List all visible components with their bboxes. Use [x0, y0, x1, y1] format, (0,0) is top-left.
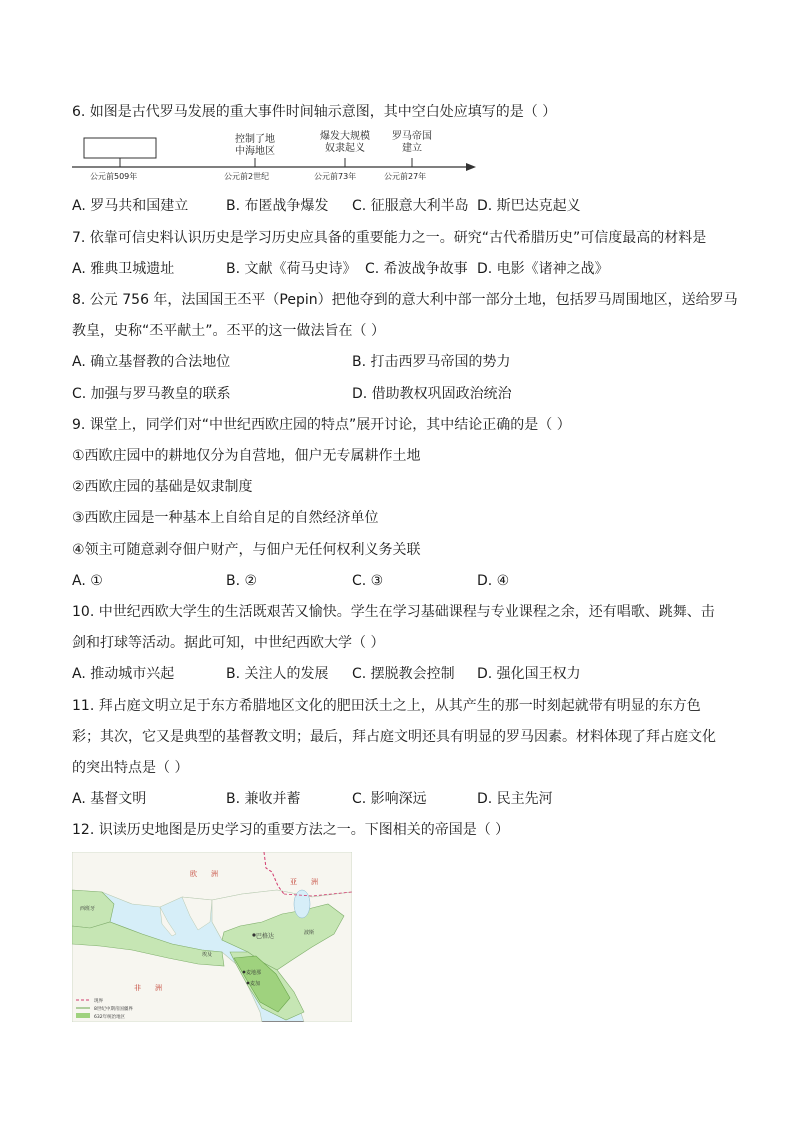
q11-option-d[interactable]: D. 民主先河: [477, 791, 553, 807]
mecca-dot: [247, 982, 250, 985]
label-egypt: 埃及: [202, 952, 213, 958]
label-africa: 非 洲: [134, 984, 162, 992]
axis-arrow-icon: [466, 163, 476, 171]
q11-stem-line3: 的突出特点是（ ）: [72, 760, 189, 776]
q9-option-d[interactable]: D. ④: [477, 573, 510, 589]
timeline-date-1: 公元前509年: [90, 172, 138, 181]
q8-stem-line1: 8. 公元 756 年，法国国王丕平（Pepin）把他夺到的意大利中部一部分土地，包括罗马周围地区，送给罗马: [72, 292, 738, 308]
legend-item-3: 632年统治地区: [94, 1015, 126, 1020]
label-baghdad: 巴格达: [256, 933, 275, 940]
q10-option-c[interactable]: C. 摆脱教会控制: [352, 666, 455, 682]
q8-option-c[interactable]: C. 加强与罗马教皇的联系: [72, 386, 231, 402]
empire-map: [72, 852, 352, 1022]
q6-stem: 6. 如图是古代罗马发展的重大事件时间轴示意图，其中空白处应填写的是（ ）: [72, 104, 557, 120]
caspian-sea: [294, 890, 310, 918]
q9-statement-2: ②西欧庄园的基础是奴隶制度: [72, 479, 253, 495]
q6-timeline: [72, 128, 482, 188]
timeline-event-3: 爆发大规模 奴隶起义: [320, 131, 370, 154]
label-europe: 欧 洲: [190, 870, 218, 878]
q6-option-c[interactable]: C. 征服意大利半岛: [352, 198, 469, 214]
label-asia: 亚 洲: [290, 878, 318, 886]
timeline-event-2: 控制了地 中海地区: [235, 134, 275, 157]
label-mecca: 麦加: [250, 981, 261, 987]
q10-option-d[interactable]: D. 强化国王权力: [477, 666, 581, 682]
legend-item-1: 现界: [94, 999, 103, 1004]
q9-stem: 9. 课堂上，同学们对“中世纪西欧庄园的特点”展开讨论，其中结论正确的是（ ）: [72, 417, 571, 433]
legend-item-2: 8世纪中期帝国疆界: [94, 1007, 133, 1012]
timeline-date-2: 公元前2世纪: [224, 172, 270, 181]
timeline-date-4: 公元前27年: [384, 172, 427, 181]
q9-statement-1: ①西欧庄园中的耕地仅分为自营地，佃户无专属耕作土地: [72, 448, 421, 464]
medina-dot: [243, 971, 246, 974]
q7-option-c[interactable]: C. 希波战争故事: [365, 261, 468, 277]
q9-statement-3: ③西欧庄园是一种基本上自给自足的自然经济单位: [72, 510, 379, 526]
q12-stem: 12. 识读历史地图是历史学习的重要方法之一。下图相关的帝国是（ ）: [72, 822, 510, 838]
q8-option-a[interactable]: A. 确立基督教的合法地位: [72, 354, 231, 370]
label-persia: 波斯: [304, 930, 315, 936]
q8-option-b[interactable]: B. 打击西罗马帝国的势力: [352, 354, 511, 370]
q11-option-b[interactable]: B. 兼收并蓄: [226, 791, 301, 807]
q9-option-a[interactable]: A. ①: [72, 573, 103, 589]
timeline-event-4: 罗马帝国 建立: [392, 131, 432, 154]
q10-stem-line1: 10. 中世纪西欧大学生的生活既艰苦又愉快。学生在学习基础课程与专业课程之余，还有唱歌、跳舞、击: [72, 604, 715, 620]
q11-stem-line2: 彩；其次，它又是典型的基督教文明；最后，拜占庭文明还具有明显的罗马因素。材料体现了拜占庭文化: [72, 729, 716, 745]
q7-stem: 7. 依靠可信史料认识历史是学习历史应具备的重要能力之一。研究“古代希腊历史”可信度最高的材料是: [72, 230, 707, 246]
q7-option-d[interactable]: D. 电影《诸神之战》: [477, 261, 609, 277]
q11-option-a[interactable]: A. 基督文明: [72, 791, 147, 807]
q6-option-d[interactable]: D. 斯巴达克起义: [477, 198, 581, 214]
q9-option-b[interactable]: B. ②: [226, 573, 258, 589]
q10-option-a[interactable]: A. 推动城市兴起: [72, 666, 175, 682]
timeline-date-3: 公元前73年: [314, 172, 357, 181]
q6-option-b[interactable]: B. 布匿战争爆发: [226, 198, 329, 214]
blank-box: [84, 138, 156, 158]
q6-option-a[interactable]: A. 罗马共和国建立: [72, 198, 189, 214]
q7-option-a[interactable]: A. 雅典卫城遗址: [72, 261, 175, 277]
q9-statement-4: ④领主可随意剥夺佃户财产，与佃户无任何权利义务关联: [72, 542, 421, 558]
q12-map: [72, 852, 352, 1022]
label-spain: 西班牙: [80, 906, 96, 912]
q8-stem-line2: 教皇，史称“丕平献土”。丕平的这一做法旨在（ ）: [72, 323, 385, 339]
q9-option-c[interactable]: C. ③: [352, 573, 384, 589]
q8-option-d[interactable]: D. 借助教权巩固政治统治: [352, 386, 512, 402]
q11-option-c[interactable]: C. 影响深远: [352, 791, 427, 807]
q10-stem-line2: 剑和打球等活动。据此可知，中世纪西欧大学（ ）: [72, 635, 385, 651]
label-medina: 麦地那: [246, 970, 262, 976]
q11-stem-line1: 11. 拜占庭文明立足于东方希腊地区文化的肥田沃土之上，从其产生的那一时刻起就带有明显的东方色: [72, 698, 701, 714]
q10-option-b[interactable]: B. 关注人的发展: [226, 666, 329, 682]
q7-option-b[interactable]: B. 文献《荷马史诗》: [226, 261, 357, 277]
